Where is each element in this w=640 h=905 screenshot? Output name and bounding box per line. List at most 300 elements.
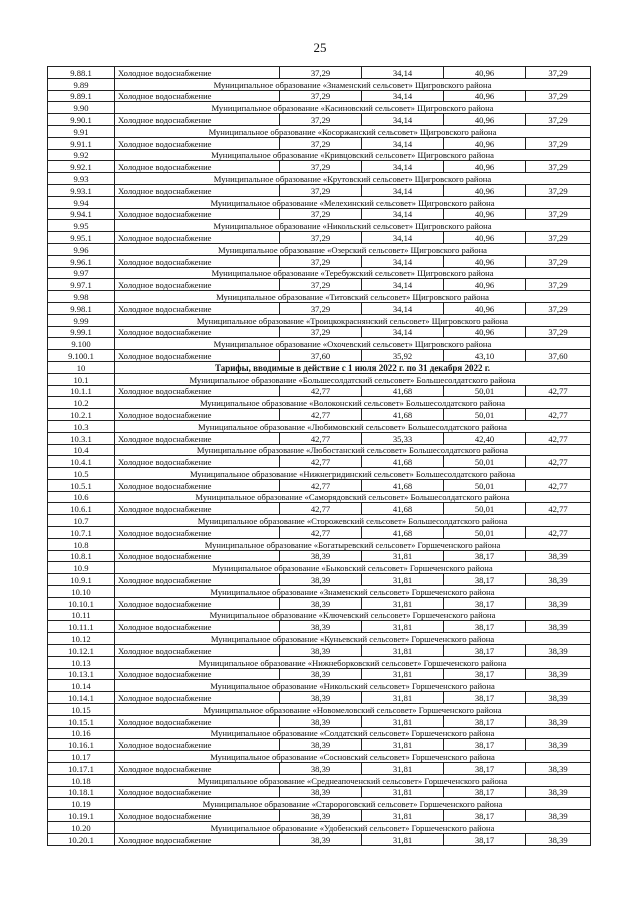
tariff-value-2: 35,92 bbox=[362, 350, 444, 362]
municipality-name: Муниципальное образование «Волоконский сельсовет» Большесолдатского района bbox=[115, 397, 591, 409]
tariff-row bbox=[48, 232, 591, 244]
row-number: 10.11.1 bbox=[48, 621, 115, 633]
tariff-value-4: 42,77 bbox=[526, 432, 591, 444]
row-number: 9.99.1 bbox=[48, 326, 115, 338]
row-number: 10.10.1 bbox=[48, 597, 115, 609]
row-number: 10.18.1 bbox=[48, 786, 115, 798]
tariff-value-4: 38,39 bbox=[526, 810, 591, 822]
tariff-value-1: 38,39 bbox=[280, 550, 362, 562]
tariff-row bbox=[48, 114, 591, 126]
municipality-name: Муниципальное образование «Большесолдатский сельсовет» Большесолдатского района bbox=[115, 373, 591, 385]
row-number: 9.99 bbox=[48, 314, 115, 326]
municipality-name: Муниципальное образование «Крутовский сельсовет» Щигровского района bbox=[115, 173, 591, 185]
row-number: 9.96 bbox=[48, 243, 115, 255]
row-number: 9.89 bbox=[48, 78, 115, 90]
tariff-row bbox=[48, 456, 591, 468]
service-name: Холодное водоснабжение bbox=[115, 833, 280, 845]
tariff-value-4: 37,29 bbox=[526, 67, 591, 79]
municipality-name: Муниципальное образование «Удобенский сельсовет» Горшеченского района bbox=[115, 822, 591, 834]
tariff-value-3: 40,96 bbox=[444, 279, 526, 291]
row-number: 10.10 bbox=[48, 586, 115, 598]
tariff-value-2: 34,14 bbox=[362, 90, 444, 102]
municipality-row bbox=[48, 822, 591, 834]
tariff-row bbox=[48, 833, 591, 845]
tariff-value-1: 38,39 bbox=[280, 597, 362, 609]
tariff-row bbox=[48, 786, 591, 798]
service-name: Холодное водоснабжение bbox=[115, 350, 280, 362]
row-number: 10.3.1 bbox=[48, 432, 115, 444]
tariff-row bbox=[48, 645, 591, 657]
tariff-value-1: 42,77 bbox=[280, 479, 362, 491]
row-number: 9.92.1 bbox=[48, 161, 115, 173]
row-number: 10.14.1 bbox=[48, 692, 115, 704]
tariff-row bbox=[48, 137, 591, 149]
tariff-value-4: 38,39 bbox=[526, 715, 591, 727]
tariff-value-2: 34,14 bbox=[362, 161, 444, 173]
municipality-row bbox=[48, 491, 591, 503]
tariff-row bbox=[48, 810, 591, 822]
tariff-value-3: 40,96 bbox=[444, 161, 526, 173]
tariff-value-2: 31,81 bbox=[362, 763, 444, 775]
tariff-value-4: 42,77 bbox=[526, 385, 591, 397]
row-number: 10.6.1 bbox=[48, 503, 115, 515]
row-number: 10.12 bbox=[48, 633, 115, 645]
service-name: Холодное водоснабжение bbox=[115, 208, 280, 220]
service-name: Холодное водоснабжение bbox=[115, 385, 280, 397]
municipality-name: Муниципальное образование «Теребужский сельсовет» Щигровского района bbox=[115, 267, 591, 279]
row-number: 9.100 bbox=[48, 338, 115, 350]
service-name: Холодное водоснабжение bbox=[115, 255, 280, 267]
tariff-value-3: 50,01 bbox=[444, 385, 526, 397]
tariff-row bbox=[48, 550, 591, 562]
row-number: 9.92 bbox=[48, 149, 115, 161]
service-name: Холодное водоснабжение bbox=[115, 715, 280, 727]
row-number: 10.6 bbox=[48, 491, 115, 503]
row-number: 10.16 bbox=[48, 727, 115, 739]
row-number: 10.1 bbox=[48, 373, 115, 385]
row-number: 10.8 bbox=[48, 538, 115, 550]
service-name: Холодное водоснабжение bbox=[115, 597, 280, 609]
service-name: Холодное водоснабжение bbox=[115, 739, 280, 751]
municipality-row bbox=[48, 314, 591, 326]
tariff-value-4: 38,39 bbox=[526, 550, 591, 562]
tariff-value-2: 34,14 bbox=[362, 232, 444, 244]
tariff-value-4: 37,60 bbox=[526, 350, 591, 362]
tariff-value-3: 38,17 bbox=[444, 739, 526, 751]
service-name: Холодное водоснабжение bbox=[115, 302, 280, 314]
municipality-row bbox=[48, 562, 591, 574]
tariff-value-3: 40,96 bbox=[444, 208, 526, 220]
tariff-value-4: 37,29 bbox=[526, 326, 591, 338]
tariff-value-3: 40,96 bbox=[444, 137, 526, 149]
tariff-value-1: 37,29 bbox=[280, 161, 362, 173]
row-number: 10.4 bbox=[48, 444, 115, 456]
row-number: 9.93 bbox=[48, 173, 115, 185]
row-number: 10.7 bbox=[48, 515, 115, 527]
municipality-row bbox=[48, 267, 591, 279]
tariff-value-2: 41,68 bbox=[362, 527, 444, 539]
tariff-value-3: 42,40 bbox=[444, 432, 526, 444]
municipality-row bbox=[48, 149, 591, 161]
tariff-value-1: 42,77 bbox=[280, 432, 362, 444]
tariff-value-4: 37,29 bbox=[526, 114, 591, 126]
tariff-value-3: 50,01 bbox=[444, 503, 526, 515]
municipality-name: Муниципальное образование «Богатыревский сельсовет» Горшеченского района bbox=[115, 538, 591, 550]
tariff-value-2: 41,68 bbox=[362, 503, 444, 515]
tariff-value-1: 37,29 bbox=[280, 232, 362, 244]
tariff-value-2: 31,81 bbox=[362, 574, 444, 586]
tariff-value-4: 42,77 bbox=[526, 479, 591, 491]
tariff-value-3: 40,96 bbox=[444, 184, 526, 196]
municipality-row bbox=[48, 468, 591, 480]
tariff-value-1: 42,77 bbox=[280, 456, 362, 468]
tariff-value-1: 38,39 bbox=[280, 645, 362, 657]
row-number: 10.13 bbox=[48, 656, 115, 668]
tariff-row bbox=[48, 255, 591, 267]
row-number: 10.12.1 bbox=[48, 645, 115, 657]
row-number: 10.17.1 bbox=[48, 763, 115, 775]
municipality-row bbox=[48, 680, 591, 692]
service-name: Холодное водоснабжение bbox=[115, 432, 280, 444]
row-number: 10.13.1 bbox=[48, 668, 115, 680]
tariff-value-2: 31,81 bbox=[362, 597, 444, 609]
tariff-value-1: 37,29 bbox=[280, 326, 362, 338]
row-number: 10.15 bbox=[48, 704, 115, 716]
tariff-value-2: 34,14 bbox=[362, 326, 444, 338]
municipality-row bbox=[48, 444, 591, 456]
tariff-value-4: 42,77 bbox=[526, 527, 591, 539]
tariff-row bbox=[48, 302, 591, 314]
tariff-value-2: 31,81 bbox=[362, 833, 444, 845]
municipality-name: Муниципальное образование «Любимовский сельсовет» Большесолдатского района bbox=[115, 420, 591, 432]
municipality-name: Муниципальное образование «Сосновский сельсовет» Горшеченского района bbox=[115, 751, 591, 763]
tariff-value-2: 31,81 bbox=[362, 786, 444, 798]
tariff-value-1: 37,60 bbox=[280, 350, 362, 362]
tariff-value-3: 50,01 bbox=[444, 409, 526, 421]
municipality-row bbox=[48, 420, 591, 432]
row-number: 9.98 bbox=[48, 291, 115, 303]
tariff-value-1: 38,39 bbox=[280, 810, 362, 822]
municipality-row bbox=[48, 538, 591, 550]
tariff-row bbox=[48, 715, 591, 727]
tariff-value-3: 38,17 bbox=[444, 692, 526, 704]
service-name: Холодное водоснабжение bbox=[115, 184, 280, 196]
service-name: Холодное водоснабжение bbox=[115, 668, 280, 680]
row-number: 10.14 bbox=[48, 680, 115, 692]
tariff-row bbox=[48, 527, 591, 539]
row-number: 10.5 bbox=[48, 468, 115, 480]
tariff-table-body bbox=[48, 67, 591, 846]
service-name: Холодное водоснабжение bbox=[115, 574, 280, 586]
tariff-value-3: 38,17 bbox=[444, 715, 526, 727]
municipality-name: Муниципальное образование «Ключевский сельсовет» Горшеченского района bbox=[115, 609, 591, 621]
municipality-name: Муниципальное образование «Быковский сельсовет» Горшеченского района bbox=[115, 562, 591, 574]
section-row bbox=[48, 361, 591, 373]
service-name: Холодное водоснабжение bbox=[115, 810, 280, 822]
municipality-row bbox=[48, 656, 591, 668]
tariff-value-1: 38,39 bbox=[280, 668, 362, 680]
row-number: 10.19 bbox=[48, 798, 115, 810]
tariff-value-4: 38,39 bbox=[526, 786, 591, 798]
tariff-value-4: 42,77 bbox=[526, 409, 591, 421]
tariff-row bbox=[48, 503, 591, 515]
service-name: Холодное водоснабжение bbox=[115, 786, 280, 798]
tariff-value-1: 38,39 bbox=[280, 692, 362, 704]
service-name: Холодное водоснабжение bbox=[115, 621, 280, 633]
row-number: 9.97.1 bbox=[48, 279, 115, 291]
row-number: 9.98.1 bbox=[48, 302, 115, 314]
row-number: 9.95 bbox=[48, 220, 115, 232]
tariff-value-1: 38,39 bbox=[280, 739, 362, 751]
tariff-value-2: 41,68 bbox=[362, 409, 444, 421]
tariff-row bbox=[48, 67, 591, 79]
row-number: 10.19.1 bbox=[48, 810, 115, 822]
tariff-value-2: 31,81 bbox=[362, 668, 444, 680]
municipality-row bbox=[48, 798, 591, 810]
tariff-value-1: 37,29 bbox=[280, 90, 362, 102]
municipality-row bbox=[48, 751, 591, 763]
tariff-value-4: 38,39 bbox=[526, 739, 591, 751]
tariff-value-2: 31,81 bbox=[362, 692, 444, 704]
tariff-value-2: 34,14 bbox=[362, 255, 444, 267]
tariff-row bbox=[48, 208, 591, 220]
municipality-name: Муниципальное образование «Знаменский сельсовет» Щигровского района bbox=[115, 78, 591, 90]
row-number: 9.94.1 bbox=[48, 208, 115, 220]
municipality-name: Муниципальное образование «Знаменский сельсовет» Горшеченского района bbox=[115, 586, 591, 598]
municipality-name: Муниципальное образование «Сторожевский сельсовет» Большесолдатского района bbox=[115, 515, 591, 527]
tariff-value-3: 40,96 bbox=[444, 90, 526, 102]
tariff-value-2: 31,81 bbox=[362, 715, 444, 727]
row-number: 10.11 bbox=[48, 609, 115, 621]
row-number: 10 bbox=[48, 361, 115, 373]
section-title: Тарифы, вводимые в действие с 1 июля 2022 г. по 31 декабря 2022 г. bbox=[115, 361, 591, 373]
tariff-value-4: 38,39 bbox=[526, 574, 591, 586]
tariff-value-4: 37,29 bbox=[526, 302, 591, 314]
tariff-value-3: 38,17 bbox=[444, 810, 526, 822]
municipality-row bbox=[48, 78, 591, 90]
tariff-value-3: 38,17 bbox=[444, 645, 526, 657]
tariff-value-4: 37,29 bbox=[526, 208, 591, 220]
tariff-value-2: 34,14 bbox=[362, 184, 444, 196]
tariff-value-4: 37,29 bbox=[526, 279, 591, 291]
row-number: 10.2.1 bbox=[48, 409, 115, 421]
tariff-value-1: 37,29 bbox=[280, 114, 362, 126]
tariff-value-2: 34,14 bbox=[362, 114, 444, 126]
tariff-value-1: 38,39 bbox=[280, 786, 362, 798]
municipality-name: Муниципальное образование «Никольский сельсовет» Горшеченского района bbox=[115, 680, 591, 692]
tariff-value-3: 50,01 bbox=[444, 479, 526, 491]
tariff-table bbox=[47, 66, 591, 846]
tariff-row bbox=[48, 597, 591, 609]
municipality-row bbox=[48, 727, 591, 739]
tariff-value-3: 38,17 bbox=[444, 668, 526, 680]
tariff-value-4: 38,39 bbox=[526, 668, 591, 680]
row-number: 9.89.1 bbox=[48, 90, 115, 102]
tariff-value-3: 43,10 bbox=[444, 350, 526, 362]
tariff-value-1: 37,29 bbox=[280, 208, 362, 220]
tariff-row bbox=[48, 479, 591, 491]
tariff-value-4: 42,77 bbox=[526, 503, 591, 515]
service-name: Холодное водоснабжение bbox=[115, 232, 280, 244]
municipality-name: Муниципальное образование «Озерский сельсовет» Щигровского района bbox=[115, 243, 591, 255]
row-number: 9.96.1 bbox=[48, 255, 115, 267]
tariff-value-3: 40,96 bbox=[444, 302, 526, 314]
row-number: 9.100.1 bbox=[48, 350, 115, 362]
municipality-name: Муниципальное образование «Среднеапоченский сельсовет» Горшеченского района bbox=[115, 774, 591, 786]
tariff-value-1: 38,39 bbox=[280, 715, 362, 727]
municipality-row bbox=[48, 173, 591, 185]
service-name: Холодное водоснабжение bbox=[115, 90, 280, 102]
municipality-row bbox=[48, 373, 591, 385]
municipality-row bbox=[48, 220, 591, 232]
tariff-row bbox=[48, 385, 591, 397]
tariff-value-2: 34,14 bbox=[362, 302, 444, 314]
tariff-value-3: 50,01 bbox=[444, 456, 526, 468]
municipality-name: Муниципальное образование «Косоржанский сельсовет» Щигровского района bbox=[115, 125, 591, 137]
service-name: Холодное водоснабжение bbox=[115, 692, 280, 704]
row-number: 9.93.1 bbox=[48, 184, 115, 196]
service-name: Холодное водоснабжение bbox=[115, 409, 280, 421]
municipality-name: Муниципальное образование «Никольский сельсовет» Щигровского района bbox=[115, 220, 591, 232]
tariff-value-4: 38,39 bbox=[526, 621, 591, 633]
municipality-row bbox=[48, 243, 591, 255]
tariff-value-1: 37,29 bbox=[280, 184, 362, 196]
tariff-value-3: 38,17 bbox=[444, 550, 526, 562]
municipality-name: Муниципальное образование «Солдатский сельсовет» Горшеченского района bbox=[115, 727, 591, 739]
municipality-name: Муниципальное образование «Нижнеборковский сельсовет» Горшеченского района bbox=[115, 656, 591, 668]
municipality-row bbox=[48, 397, 591, 409]
municipality-name: Муниципальное образование «Кривцовский сельсовет» Щигровского района bbox=[115, 149, 591, 161]
tariff-row bbox=[48, 692, 591, 704]
row-number: 9.90.1 bbox=[48, 114, 115, 126]
tariff-row bbox=[48, 161, 591, 173]
tariff-value-2: 34,14 bbox=[362, 137, 444, 149]
page-number: 25 bbox=[313, 40, 327, 55]
municipality-row bbox=[48, 338, 591, 350]
tariff-value-2: 41,68 bbox=[362, 385, 444, 397]
row-number: 9.90 bbox=[48, 102, 115, 114]
tariff-value-4: 42,77 bbox=[526, 456, 591, 468]
tariff-value-1: 38,39 bbox=[280, 763, 362, 775]
tariff-value-4: 37,29 bbox=[526, 184, 591, 196]
tariff-value-1: 38,39 bbox=[280, 621, 362, 633]
tariff-value-3: 38,17 bbox=[444, 763, 526, 775]
tariff-value-2: 31,81 bbox=[362, 810, 444, 822]
tariff-value-2: 31,81 bbox=[362, 739, 444, 751]
tariff-value-1: 37,29 bbox=[280, 255, 362, 267]
municipality-name: Муниципальное образование «Касиновский сельсовет» Щигровского района bbox=[115, 102, 591, 114]
municipality-row bbox=[48, 633, 591, 645]
row-number: 9.95.1 bbox=[48, 232, 115, 244]
municipality-row bbox=[48, 586, 591, 598]
service-name: Холодное водоснабжение bbox=[115, 550, 280, 562]
tariff-value-1: 42,77 bbox=[280, 527, 362, 539]
tariff-value-4: 38,39 bbox=[526, 645, 591, 657]
tariff-row bbox=[48, 668, 591, 680]
tariff-row bbox=[48, 184, 591, 196]
row-number: 10.4.1 bbox=[48, 456, 115, 468]
municipality-row bbox=[48, 515, 591, 527]
municipality-name: Муниципальное образование «Куньевский сельсовет» Горшеченского района bbox=[115, 633, 591, 645]
tariff-value-1: 42,77 bbox=[280, 503, 362, 515]
tariff-value-4: 38,39 bbox=[526, 597, 591, 609]
municipality-name: Муниципальное образование «Нижнегридинский сельсовет» Большесолдатского района bbox=[115, 468, 591, 480]
row-number: 10.16.1 bbox=[48, 739, 115, 751]
tariff-value-2: 34,14 bbox=[362, 67, 444, 79]
row-number: 10.20.1 bbox=[48, 833, 115, 845]
tariff-value-4: 38,39 bbox=[526, 692, 591, 704]
row-number: 10.17 bbox=[48, 751, 115, 763]
tariff-value-4: 38,39 bbox=[526, 833, 591, 845]
municipality-name: Муниципальное образование «Саморядовский сельсовет» Большесолдатского района bbox=[115, 491, 591, 503]
row-number: 10.9.1 bbox=[48, 574, 115, 586]
row-number: 9.91 bbox=[48, 125, 115, 137]
tariff-value-1: 38,39 bbox=[280, 574, 362, 586]
municipality-name: Муниципальное образование «Охочевский сельсовет» Щигровского района bbox=[115, 338, 591, 350]
tariff-value-3: 38,17 bbox=[444, 574, 526, 586]
municipality-row bbox=[48, 774, 591, 786]
row-number: 10.15.1 bbox=[48, 715, 115, 727]
tariff-value-2: 34,14 bbox=[362, 208, 444, 220]
service-name: Холодное водоснабжение bbox=[115, 456, 280, 468]
row-number: 10.2 bbox=[48, 397, 115, 409]
tariff-value-3: 40,96 bbox=[444, 326, 526, 338]
tariff-row bbox=[48, 90, 591, 102]
tariff-row bbox=[48, 739, 591, 751]
municipality-row bbox=[48, 102, 591, 114]
row-number: 9.94 bbox=[48, 196, 115, 208]
tariff-value-2: 31,81 bbox=[362, 621, 444, 633]
tariff-row bbox=[48, 432, 591, 444]
service-name: Холодное водоснабжение bbox=[115, 137, 280, 149]
row-number: 9.88.1 bbox=[48, 67, 115, 79]
tariff-value-3: 38,17 bbox=[444, 597, 526, 609]
tariff-value-2: 41,68 bbox=[362, 456, 444, 468]
tariff-value-1: 37,29 bbox=[280, 302, 362, 314]
tariff-value-2: 31,81 bbox=[362, 645, 444, 657]
tariff-value-3: 40,96 bbox=[444, 232, 526, 244]
tariff-value-2: 35,33 bbox=[362, 432, 444, 444]
row-number: 10.5.1 bbox=[48, 479, 115, 491]
municipality-name: Муниципальное образование «Любостанский сельсовет» Большесолдатского района bbox=[115, 444, 591, 456]
tariff-value-4: 37,29 bbox=[526, 232, 591, 244]
row-number: 9.91.1 bbox=[48, 137, 115, 149]
municipality-row bbox=[48, 609, 591, 621]
tariff-value-3: 40,96 bbox=[444, 255, 526, 267]
municipality-row bbox=[48, 704, 591, 716]
row-number: 10.8.1 bbox=[48, 550, 115, 562]
tariff-value-4: 37,29 bbox=[526, 161, 591, 173]
municipality-name: Муниципальное образование «Троицкокраснянский сельсовет» Щигровского района bbox=[115, 314, 591, 326]
tariff-value-4: 37,29 bbox=[526, 255, 591, 267]
tariff-row bbox=[48, 763, 591, 775]
municipality-name: Муниципальное образование «Титовский сельсовет» Щигровского района bbox=[115, 291, 591, 303]
municipality-name: Муниципальное образование «Мелехинский сельсовет» Щигровского района bbox=[115, 196, 591, 208]
tariff-value-1: 37,29 bbox=[280, 137, 362, 149]
row-number: 10.1.1 bbox=[48, 385, 115, 397]
tariff-row bbox=[48, 350, 591, 362]
tariff-value-3: 40,96 bbox=[444, 67, 526, 79]
service-name: Холодное водоснабжение bbox=[115, 479, 280, 491]
service-name: Холодное водоснабжение bbox=[115, 503, 280, 515]
tariff-value-2: 41,68 bbox=[362, 479, 444, 491]
tariff-value-4: 37,29 bbox=[526, 137, 591, 149]
tariff-row bbox=[48, 279, 591, 291]
tariff-value-1: 37,29 bbox=[280, 279, 362, 291]
row-number: 10.3 bbox=[48, 420, 115, 432]
row-number: 10.20 bbox=[48, 822, 115, 834]
tariff-row bbox=[48, 409, 591, 421]
